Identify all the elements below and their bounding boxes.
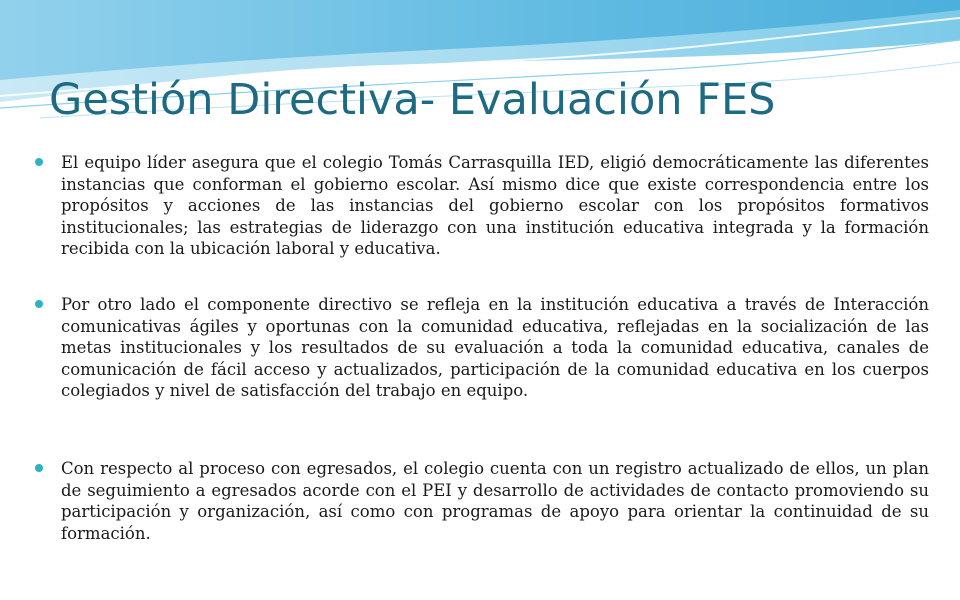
bullet-text: El equipo líder asegura que el colegio Tomás Carrasquilla IED, eligió democráticamente las diferentes instancias que conforman el gobierno escolar. Así mismo dice que existe correspondencia entre los propósitos y acciones de las instancias del gobierno escolar con los propósitos formativos institucionales; las estrategias de liderazgo con una institución educativa integrada y la formación recibida con la ubicación laboral y educativa.	[61, 153, 929, 258]
bullet-text: Por otro lado el componente directivo se refleja en la institución educativa a través de Interacción comunicativas ágiles y oportunas con la comunidad educativa, reflejadas en la socialización de las metas institucionales y los resultados de su evaluación a toda la comunidad educativa, canales de comunicación de fácil acceso y actualizados, participación de la comunidad educativa en los cuerpos colegiados y nivel de satisfacción del trabajo en equipo.	[61, 295, 929, 400]
bullet-text: Con respecto al proceso con egresados, el colegio cuenta con un registro actualizado de ellos, un plan de seguimiento a egresados acorde con el PEI y desarrollo de actividades de contacto promoviendo su participación y organización, así como con programas de apoyo para orientar la continuidad de su formación.	[61, 459, 929, 543]
bullet-dot-icon	[35, 158, 43, 166]
bullet-item	[61, 458, 929, 544]
bullet-item	[61, 294, 929, 402]
bullet-dot-icon	[35, 464, 43, 472]
bullet-dot-icon	[35, 300, 43, 308]
bullet-item	[61, 152, 929, 260]
slide-title: Gestión Directiva- Evaluación FES	[49, 75, 776, 125]
